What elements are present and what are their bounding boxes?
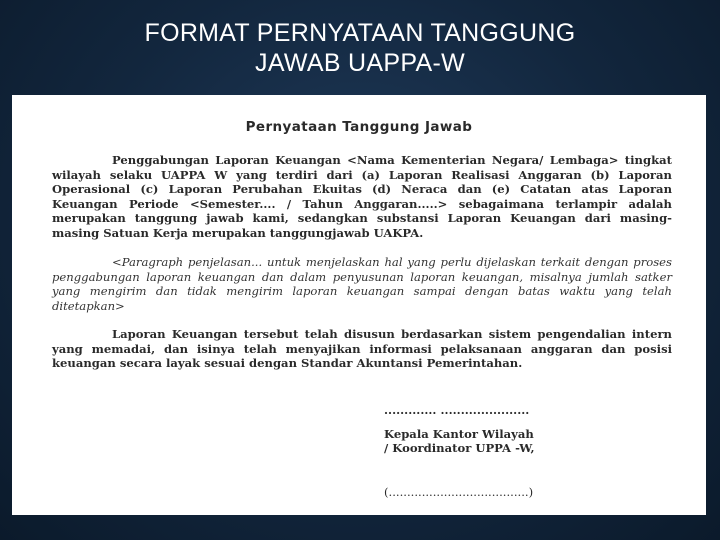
paragraph-3-text: Laporan Keuangan tersebut telah disusun berdasarkan sistem pengendalian intern yang memadai, dan isinya telah menyajikan informasi pelaksanaan anggaran dan posisi keuangan secara layak sesuai dengan Standar Akuntansi Pemerintahan. — [52, 327, 672, 371]
paragraph-1-text: Penggabungan Laporan Keuangan <Nama Kementerian Negara/ Lembaga> tingkat wilayah selaku UAPPA W yang terdiri dari (a) Laporan Realisasi Anggaran (b) Laporan Operasional (c) Laporan Perubahan Ekuitas (d) Neraca dan (e) Catatan atas Laporan Keuangan Periode <Semester.... / Tahun Anggaran.....> sebagaimana terlampir adalah merupakan tanggung jawab kami, sedangkan substansi Laporan Keuangan dari masing-masing Satuan Kerja merupakan tanggungjawab UAKPA. — [52, 153, 672, 240]
paragraph-2-text: <Paragraph penjelasan... untuk menjelaskan hal yang perlu dijelaskan terkait dengan proses penggabungan laporan keuangan dan dalam penyusunan laporan keuangan, misalnya jumlah satker yang mengirim dan tidak mengirim laporan keuangan sampai dengan batas waktu yang telah ditetapkan> — [52, 255, 672, 313]
slide-title-line2: JAWAB UAPPA-W — [255, 49, 465, 77]
paragraph-2 — [52, 255, 672, 313]
signature-place-date: ............. ...................... — [384, 403, 530, 417]
paragraph-3 — [52, 327, 672, 371]
signature-name: (......................................) — [384, 485, 534, 499]
slide-title-line1: FORMAT PERNYATAAN TANGGUNG — [144, 19, 576, 47]
signature-position-line2: / Koordinator UPPA -W, — [384, 441, 535, 455]
signature-position-line1: Kepala Kantor Wilayah — [384, 427, 534, 441]
slide-title — [60, 18, 660, 78]
document-heading: Pernyataan Tanggung Jawab — [245, 119, 473, 135]
paragraph-1 — [52, 153, 672, 241]
document-image — [12, 95, 706, 515]
